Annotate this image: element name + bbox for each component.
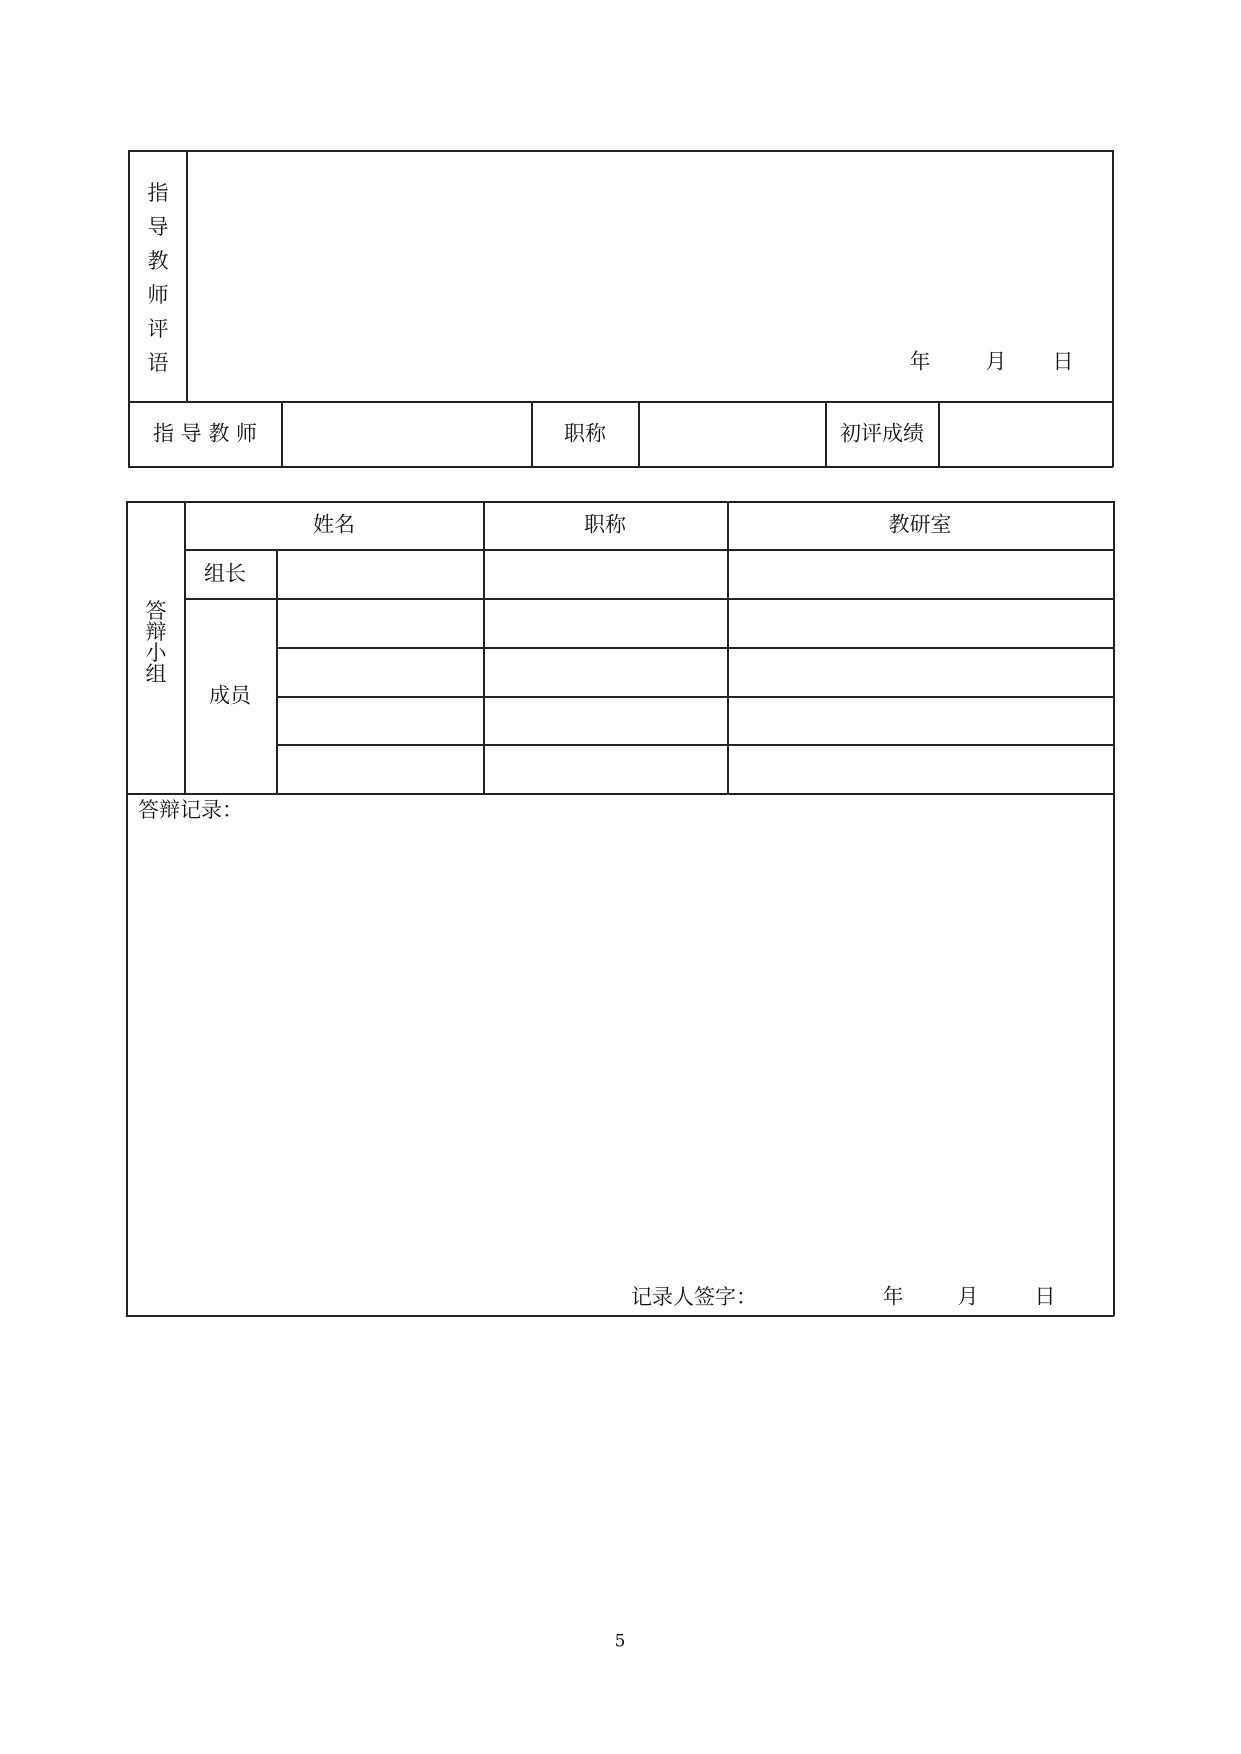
advisor-title-field[interactable] (640, 403, 824, 465)
initial-score-left-divider (825, 401, 827, 467)
advisor-label: 指 导 教 师 (152, 421, 258, 446)
advisor-title-label: 职称 (564, 421, 606, 446)
member-name-field[interactable] (278, 600, 482, 646)
initial-score-field[interactable] (940, 403, 1111, 465)
group-label-char: 组 (145, 662, 167, 686)
group-label-char: 小 (145, 641, 167, 665)
member-title-field[interactable] (485, 649, 726, 695)
member-office-field[interactable] (729, 698, 1112, 743)
advisor-table-bottom-border (128, 466, 1113, 468)
advisor-name-divider (281, 401, 283, 467)
page-number: 5 (614, 1631, 626, 1652)
member-office-field[interactable] (729, 746, 1112, 792)
initial-score-label: 初评成绩 (840, 421, 924, 446)
advisor-comment-area[interactable] (188, 152, 1111, 400)
comment-label-char: 语 (147, 351, 169, 375)
leader-name-field[interactable] (278, 551, 482, 597)
advisor-table-right-border (1112, 150, 1114, 467)
member-label: 成员 (209, 683, 251, 708)
member-title-field[interactable] (485, 746, 726, 792)
comment-label-char: 师 (147, 283, 169, 307)
advisor-comment-label (146, 183, 170, 374)
group-label-divider (184, 501, 186, 794)
recorder-signature-field[interactable] (756, 1280, 876, 1312)
defense-date-year: 年 (882, 1284, 904, 1309)
comment-label-char: 指 (147, 181, 169, 205)
recorder-signature-label: 记录人签字： (631, 1285, 757, 1309)
defense-group-label (144, 601, 168, 685)
defense-date-day: 日 (1034, 1284, 1056, 1309)
defense-record-label: 答辩记录： (138, 798, 243, 822)
defense-table-top-border (126, 501, 1114, 503)
comment-label-char: 导 (147, 215, 169, 239)
advisor-title-left-divider (531, 401, 533, 467)
comment-label-char: 评 (147, 317, 169, 341)
member-name-field[interactable] (278, 698, 482, 743)
member-office-field[interactable] (729, 649, 1112, 695)
title-column-header: 职称 (584, 512, 626, 537)
advisor-name-field[interactable] (284, 403, 530, 465)
defense-record-area[interactable] (128, 830, 1112, 1270)
group-section-bottom-line (126, 793, 1114, 795)
leader-title-field[interactable] (485, 551, 726, 597)
member-name-field[interactable] (278, 746, 482, 792)
leader-label: 组长 (204, 561, 246, 586)
member-title-field[interactable] (485, 600, 726, 646)
defense-table-bottom-border (126, 1315, 1114, 1317)
leader-office-field[interactable] (729, 551, 1112, 597)
comment-label-char: 教 (147, 249, 169, 273)
advisor-date-day: 日 (1052, 349, 1074, 374)
defense-date-month: 月 (957, 1284, 979, 1309)
member-office-field[interactable] (729, 600, 1112, 646)
office-column-header: 教研室 (888, 512, 952, 537)
advisor-table-left-border (128, 150, 130, 467)
group-label-char: 答 (145, 599, 167, 623)
group-label-char: 辩 (145, 620, 167, 644)
defense-table-right-border (1113, 501, 1115, 1316)
name-column-header: 姓名 (313, 512, 355, 537)
advisor-date-year: 年 (909, 349, 931, 374)
member-title-field[interactable] (485, 698, 726, 743)
advisor-date-month: 月 (985, 349, 1007, 374)
member-name-field[interactable] (278, 649, 482, 695)
